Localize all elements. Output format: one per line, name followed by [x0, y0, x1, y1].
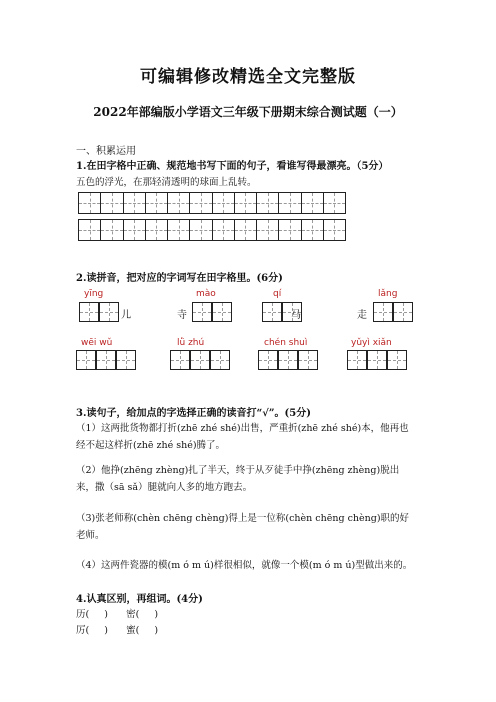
writing-grid-row[interactable]	[78, 219, 346, 241]
question-4-title: 4.认真区别，再组词。(4分)	[76, 594, 203, 605]
writing-box[interactable]	[258, 350, 278, 370]
pinyin-label: wēi wǔ	[81, 338, 113, 348]
writing-box[interactable]	[192, 302, 212, 322]
writing-box[interactable]	[76, 350, 96, 370]
writing-box[interactable]	[170, 350, 190, 370]
character-hint: 马	[291, 310, 301, 321]
character-hint: 走	[357, 310, 367, 321]
pinyin-label: yīng	[84, 289, 104, 299]
writing-box[interactable]	[212, 302, 232, 322]
question-2-title: 2.读拼音，把对应的字词写在田字格里。(6分)	[76, 273, 283, 284]
question-1-title: 1.在田字格中正确、规范地书写下面的句子，看谁写得最漂亮。（5分）	[76, 161, 389, 172]
pinyin-label: lǎng	[378, 289, 398, 299]
writing-box[interactable]	[393, 302, 413, 322]
writing-box[interactable]	[96, 350, 116, 370]
pinyin-label: qí	[273, 289, 282, 299]
writing-box[interactable]	[367, 350, 387, 370]
writing-box[interactable]	[99, 302, 119, 322]
word-fill-line[interactable]: 历( ) 密( )	[76, 609, 159, 620]
word-fill-line[interactable]: 厉( ) 蜜( )	[76, 625, 159, 636]
question-1-sentence: 五色的浮光，在那轻清透明的球面上乱转。	[76, 177, 257, 188]
writing-box[interactable]	[298, 350, 318, 370]
pinyin-label: lǜ zhú	[177, 338, 205, 348]
question-3-title: 3.读句子，给加点的字选择正确的读音打“√”。(5分)	[76, 408, 311, 419]
question-3-item: （2）他挣(zhēng zhèng)扎了半天，终于从歹徒手中挣(zhēng zhèng)脱出来，撒（sā sǎ）腿就向人多的地方跑去。	[76, 465, 400, 493]
paper-title: 2022年部编版小学语文三年级下册期末综合测试题（一）	[93, 105, 403, 119]
pinyin-label: mào	[196, 289, 216, 299]
writing-box[interactable]	[262, 302, 282, 322]
writing-box[interactable]	[116, 350, 136, 370]
writing-box[interactable]	[387, 350, 407, 370]
writing-box[interactable]	[79, 302, 99, 322]
character-hint: 寺	[177, 310, 187, 321]
question-3-item: （4）这两件瓷器的模(m ó m ú)样很相似，就像一个模(m ó m ú)型做出来的。	[76, 560, 413, 571]
writing-box[interactable]	[347, 350, 367, 370]
pinyin-label: yǔyì xiǎn	[351, 338, 392, 348]
writing-box[interactable]	[373, 302, 393, 322]
pinyin-label: chén shuì	[264, 338, 308, 348]
character-hint: 儿	[121, 310, 131, 321]
question-3-item: （3)张老师称(chèn chēng chèng)得上是一位称(chèn chēng chèng)职的好老师。	[76, 513, 410, 541]
main-title: 可编辑修改精选全文完整版	[140, 67, 356, 87]
writing-box[interactable]	[190, 350, 210, 370]
section-heading: 一、积累运用	[76, 146, 136, 157]
writing-box[interactable]	[278, 350, 298, 370]
writing-grid-row[interactable]	[78, 192, 346, 214]
question-3-item: （1）这两批货物都打折(zhē zhé shé)出售，严重折(zhē zhé shé)本，他再也经不起这样折(zhē zhé shé)腾了。	[76, 423, 409, 451]
writing-box[interactable]	[210, 350, 230, 370]
